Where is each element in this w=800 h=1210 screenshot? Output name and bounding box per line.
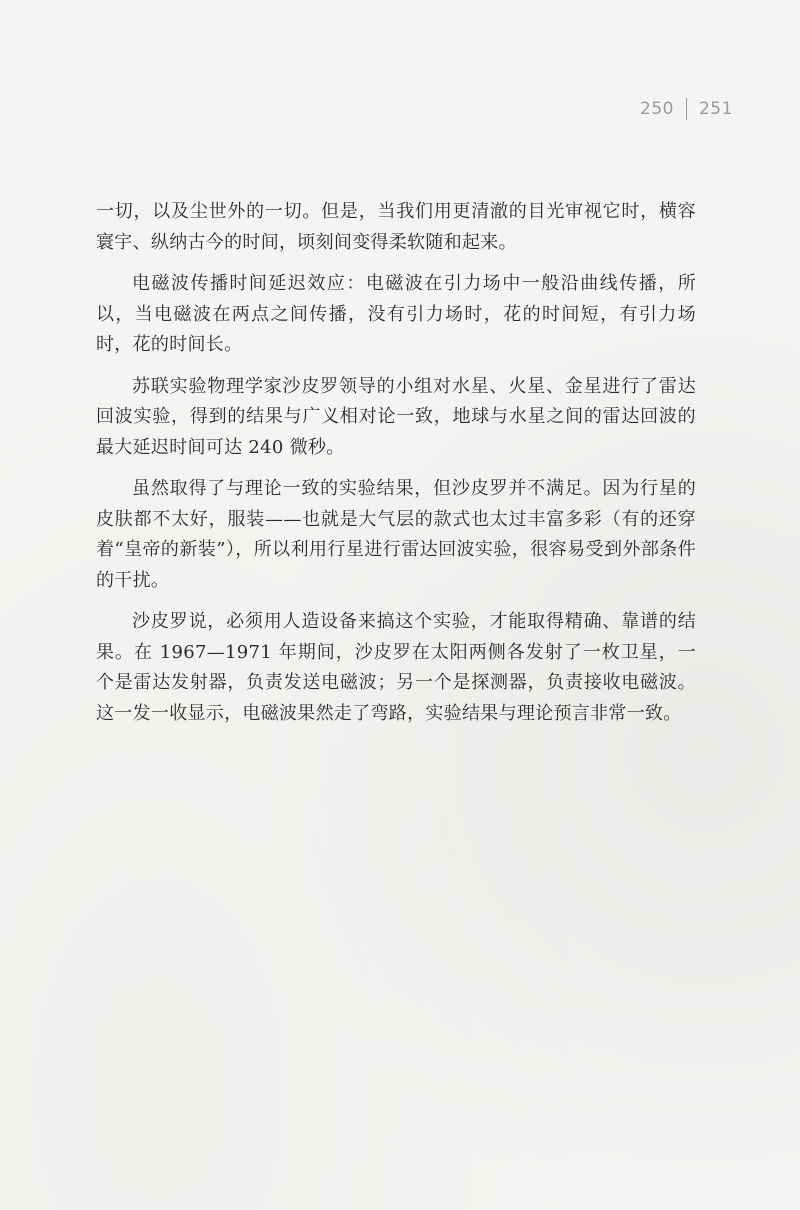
paragraph-satellite-experiment: 沙皮罗说，必须用人造设备来搞这个实验，才能取得精确、靠谱的结果。在 1967—1971 年期间，沙皮罗在太阳两侧各发射了一枚卫星，一个是雷达发射器，负责发送电磁波；另一个是探测器，负责接收电磁波。这一发一收显示，电磁波果然走了弯路，实验结果与理论预言非常一致。 (96, 611, 696, 724)
paragraph-continuation: 一切，以及尘世外的一切。但是，当我们用更清澈的目光审视它时，横容寰宇、纵纳古今的时间，顷刻间变得柔软随和起来。 (96, 201, 696, 253)
paragraph-delay-effect: 电磁波传播时间延迟效应：电磁波在引力场中一般沿曲线传播，所以，当电磁波在两点之间传播，没有引力场时，花的时间短，有引力场时，花的时间长。 (96, 273, 696, 355)
page-number-divider (686, 98, 687, 120)
paragraph-planet-interference: 虽然取得了与理论一致的实验结果，但沙皮罗并不满足。因为行星的皮肤都不太好，服装——也就是大气层的款式也太过丰富多彩（有的还穿着“皇帝的新装”），所以利用行星进行雷达回波实验，很容易受到外部条件的干扰。 (96, 478, 696, 591)
paragraph-radar-echo: 苏联实验物理学家沙皮罗领导的小组对水星、火星、金星进行了雷达回波实验，得到的结果与广义相对论一致，地球与水星之间的雷达回波的最大延迟时间可达 240 微秒。 (96, 375, 696, 458)
page-number-header (640, 98, 733, 120)
page-number-right: 251 (698, 99, 733, 119)
body-text (96, 197, 696, 740)
page-number-left: 250 (640, 99, 674, 119)
